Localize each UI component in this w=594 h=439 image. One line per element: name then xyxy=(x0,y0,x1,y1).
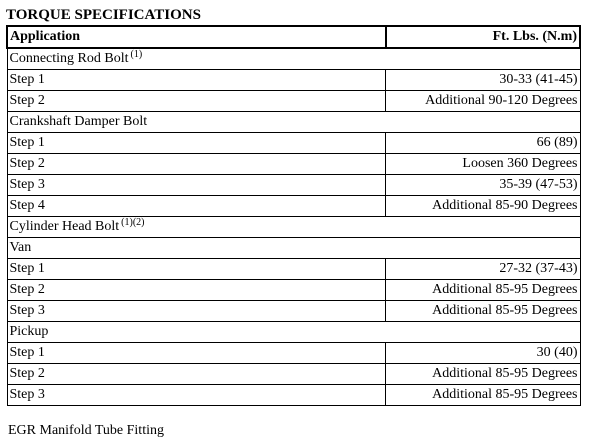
torque-spec-table xyxy=(6,25,581,406)
step-label: Step 1 xyxy=(7,343,386,364)
page-title: TORQUE SPECIFICATIONS xyxy=(6,7,201,23)
section-row xyxy=(7,238,580,259)
cutoff-row-text: EGR Manifold Tube Fitting xyxy=(8,423,164,438)
section-label-cell xyxy=(7,217,580,238)
step-row xyxy=(7,196,580,217)
step-row xyxy=(7,280,580,301)
section-label: Cylinder Head Bolt xyxy=(9,219,120,234)
table-header-row xyxy=(7,26,580,48)
torque-value: Additional 85-95 Degrees xyxy=(386,280,580,301)
section-label-cell xyxy=(7,322,580,343)
table-body xyxy=(7,48,580,406)
section-row xyxy=(7,322,580,343)
column-header-value: Ft. Lbs. (N.m) xyxy=(386,26,580,48)
step-label: Step 3 xyxy=(7,301,386,322)
step-row xyxy=(7,154,580,175)
step-label: Step 1 xyxy=(7,259,386,280)
step-label: Step 2 xyxy=(7,154,386,175)
torque-value: 66 (89) xyxy=(386,133,580,154)
section-label: Pickup xyxy=(9,324,49,339)
step-row xyxy=(7,259,580,280)
torque-value: 30-33 (41-45) xyxy=(386,70,580,91)
column-header-application: Application xyxy=(7,26,386,48)
torque-value: Loosen 360 Degrees xyxy=(386,154,580,175)
step-label: Step 2 xyxy=(7,364,386,385)
step-row xyxy=(7,364,580,385)
step-label: Step 1 xyxy=(7,133,386,154)
step-row xyxy=(7,175,580,196)
section-label: Connecting Rod Bolt xyxy=(9,51,129,66)
section-label-cell xyxy=(7,48,580,70)
step-row xyxy=(7,385,580,406)
step-row xyxy=(7,301,580,322)
step-label: Step 3 xyxy=(7,175,386,196)
section-row xyxy=(7,217,580,238)
section-row xyxy=(7,48,580,70)
section-label: Van xyxy=(9,240,32,255)
torque-value: 35-39 (47-53) xyxy=(386,175,580,196)
step-label: Step 3 xyxy=(7,385,386,406)
section-label: Crankshaft Damper Bolt xyxy=(9,114,148,129)
step-label: Step 4 xyxy=(7,196,386,217)
step-label: Step 2 xyxy=(7,91,386,112)
torque-value: Additional 85-95 Degrees xyxy=(386,364,580,385)
torque-value: Additional 90-120 Degrees xyxy=(386,91,580,112)
section-row xyxy=(7,112,580,133)
step-row xyxy=(7,343,580,364)
torque-value: 30 (40) xyxy=(386,343,580,364)
torque-value: Additional 85-90 Degrees xyxy=(386,196,580,217)
torque-value: Additional 85-95 Degrees xyxy=(386,301,580,322)
torque-value: Additional 85-95 Degrees xyxy=(386,385,580,406)
step-row xyxy=(7,133,580,154)
step-label: Step 2 xyxy=(7,280,386,301)
footnote-reference: (1)(2) xyxy=(121,217,145,228)
step-row xyxy=(7,70,580,91)
step-row xyxy=(7,91,580,112)
footnote-reference: (1) xyxy=(130,49,143,60)
step-label: Step 1 xyxy=(7,70,386,91)
section-label-cell xyxy=(7,112,580,133)
torque-value: 27-32 (37-43) xyxy=(386,259,580,280)
section-label-cell xyxy=(7,238,580,259)
